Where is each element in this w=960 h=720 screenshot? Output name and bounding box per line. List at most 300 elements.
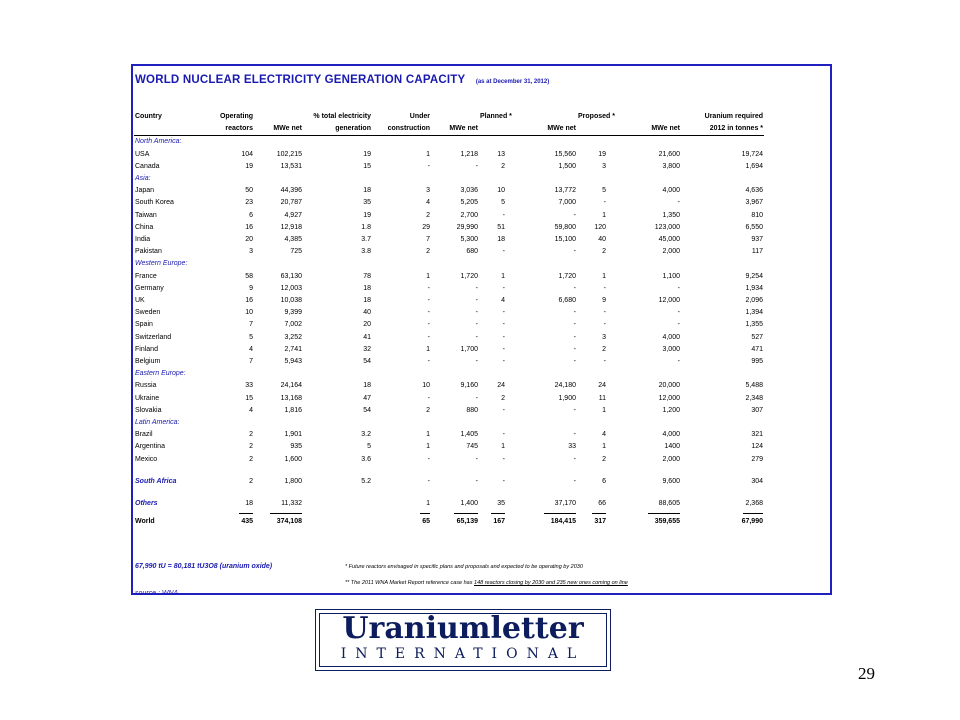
spacer-row — [134, 488, 831, 498]
row-label: USA — [135, 150, 150, 158]
cell: - — [427, 309, 430, 317]
wna-footnote-underlined: 148 reactors closing by 2030 and 235 new ones coming on line — [474, 580, 628, 586]
cell: 18 — [363, 297, 371, 305]
cell: 13,531 — [280, 162, 302, 170]
cell: 120 — [594, 223, 606, 231]
cell: 44,396 — [280, 187, 302, 195]
cell: Uranium required — [704, 113, 763, 120]
cell: 6,680 — [558, 297, 576, 305]
cell: 124 — [751, 443, 763, 451]
cell: - — [603, 358, 606, 366]
cell: - — [677, 358, 680, 366]
table-row — [134, 271, 831, 283]
cell — [607, 111, 681, 123]
cell: - — [475, 333, 478, 341]
cell: 1,720 — [558, 272, 576, 280]
cell: 3,036 — [460, 187, 478, 195]
cell: - — [573, 345, 576, 353]
row-label — [134, 123, 212, 136]
table-row — [134, 429, 831, 441]
cell: 9,254 — [745, 272, 763, 280]
cell: 10 — [245, 309, 253, 317]
cell: 6 — [249, 211, 253, 219]
cell: 3,252 — [284, 333, 302, 341]
total-rule — [743, 513, 763, 514]
cell: - — [573, 455, 576, 463]
cell: 3.6 — [361, 455, 371, 463]
cell: - — [603, 284, 606, 292]
cell: - — [475, 477, 478, 485]
cell: 5,488 — [745, 382, 763, 390]
total-rule — [648, 513, 680, 514]
cell: 5 — [602, 187, 606, 195]
wna-footnote — [345, 580, 628, 586]
cell: 2 — [602, 455, 606, 463]
cell: - — [603, 321, 606, 329]
table-row — [134, 344, 831, 356]
cell: 1 — [426, 431, 430, 439]
table-row — [134, 393, 831, 405]
table-row — [134, 222, 831, 234]
cell: 18 — [497, 236, 505, 244]
cell: 2 — [249, 443, 253, 451]
cell: 24,180 — [554, 382, 576, 390]
cell: 307 — [751, 406, 763, 414]
cell: 7,002 — [284, 321, 302, 329]
cell: 1 — [602, 211, 606, 219]
cell: 2012 in tonnes * — [681, 123, 764, 136]
region-row — [134, 136, 831, 149]
cell: - — [603, 199, 606, 207]
cell: 66 — [598, 500, 606, 508]
cell: 4 — [602, 431, 606, 439]
cell: 5.2 — [361, 477, 371, 485]
cell: 1,400 — [460, 500, 478, 508]
cell: 40 — [363, 309, 371, 317]
cell: - — [573, 248, 576, 256]
cell: 2 — [249, 431, 253, 439]
region-row — [134, 417, 831, 429]
cell: - — [475, 358, 478, 366]
cell: 20 — [245, 236, 253, 244]
cell: 20 — [363, 321, 371, 329]
table-title: WORLD NUCLEAR ELECTRICITY GENERATION CAPACITY — [135, 74, 466, 86]
cell: 24 — [598, 382, 606, 390]
cell: 745 — [466, 443, 478, 451]
cell: 41 — [363, 333, 371, 341]
header-row-1 — [134, 111, 831, 123]
cell: Planned * — [480, 113, 512, 120]
cell: 47 — [363, 394, 371, 402]
cell: 65 — [422, 518, 430, 526]
cell: 1.8 — [361, 223, 371, 231]
cell: 937 — [751, 236, 763, 244]
cell — [577, 123, 607, 136]
table-row — [134, 149, 831, 161]
cell — [254, 111, 303, 123]
cell: 359,655 — [654, 518, 680, 526]
cell: - — [427, 358, 430, 366]
cell: 6,550 — [745, 223, 763, 231]
cell: 78 — [363, 272, 371, 280]
cell: 21,600 — [658, 150, 680, 158]
cell: - — [502, 477, 505, 485]
cell: 18 — [363, 187, 371, 195]
cell: reactors — [212, 123, 254, 136]
cell: 1 — [426, 443, 430, 451]
cell: - — [573, 358, 576, 366]
table-row — [134, 332, 831, 344]
capacity-table-panel — [131, 64, 832, 595]
cell: MWe net — [607, 123, 681, 136]
total-rule — [592, 513, 606, 514]
cell: 279 — [751, 455, 763, 463]
cell: 35 — [497, 500, 505, 508]
cell: 2 — [602, 248, 606, 256]
cell: 20,787 — [280, 199, 302, 207]
row-label: Belgium — [135, 358, 161, 366]
cell: 3 — [426, 187, 430, 195]
cell: Proposed * — [578, 113, 615, 120]
cell: - — [502, 321, 505, 329]
cell: 1,405 — [460, 431, 478, 439]
cell: 7 — [249, 321, 253, 329]
row-label: Argentina — [135, 443, 165, 451]
cell: 1,200 — [662, 406, 680, 414]
cell: 5,943 — [284, 358, 302, 366]
cell: 1,694 — [745, 162, 763, 170]
table-row — [134, 185, 831, 197]
cell: 4,000 — [662, 431, 680, 439]
cell: 9,399 — [284, 309, 302, 317]
cell: 13,772 — [554, 187, 576, 195]
cell: 304 — [751, 477, 763, 485]
cell: - — [502, 406, 505, 414]
table-row — [134, 210, 831, 222]
row-label: Slovakia — [135, 406, 162, 414]
spacer-row — [134, 466, 831, 476]
cell: 880 — [466, 406, 478, 414]
row-label: South Africa — [135, 477, 177, 485]
row-label: Taiwan — [135, 211, 157, 219]
cell: - — [427, 333, 430, 341]
cell: 63,130 — [280, 272, 302, 280]
table-row — [134, 498, 831, 510]
cell: 10 — [422, 382, 430, 390]
cell: 2,000 — [662, 455, 680, 463]
planned-footnote: * Future reactors envisaged in specific plans and proposals and expected to be operating by 2030 — [345, 564, 583, 570]
cell: Under — [409, 113, 430, 120]
row-label: Brazil — [135, 431, 153, 439]
cell: 12,003 — [280, 284, 302, 292]
cell: 3,000 — [662, 345, 680, 353]
cell: - — [427, 284, 430, 292]
cell: 12,000 — [658, 297, 680, 305]
cell: 3.7 — [361, 236, 371, 244]
cell: 102,215 — [276, 150, 302, 158]
capacity-table — [134, 111, 831, 529]
cell: - — [573, 211, 576, 219]
cell: 1 — [501, 443, 505, 451]
cell: 6 — [602, 477, 606, 485]
cell: 12,000 — [658, 394, 680, 402]
cell: 2,741 — [284, 345, 302, 353]
region-label: Eastern Europe: — [135, 370, 186, 378]
table-row — [134, 307, 831, 319]
cell: 1,218 — [460, 150, 478, 158]
cell: 2 — [249, 477, 253, 485]
region-label: Latin America: — [135, 419, 180, 427]
row-label: China — [135, 223, 154, 231]
cell: 1,720 — [460, 272, 478, 280]
region-label: Asia: — [135, 175, 151, 183]
cell: 24,164 — [280, 382, 302, 390]
cell: Operating — [219, 113, 253, 120]
table-row — [134, 197, 831, 209]
table-row — [134, 234, 831, 246]
cell: 1,350 — [662, 211, 680, 219]
table-row — [134, 476, 831, 488]
cell: 1 — [426, 500, 430, 508]
cell: 37,170 — [554, 500, 576, 508]
cell: 33 — [245, 382, 253, 390]
cell: 4 — [249, 345, 253, 353]
cell: 19 — [363, 150, 371, 158]
cell: 184,415 — [550, 518, 576, 526]
cell: 67,990 — [741, 518, 763, 526]
spacer-cell — [134, 466, 764, 476]
cell: 35 — [363, 199, 371, 207]
table-row — [134, 380, 831, 392]
cell: 13 — [497, 150, 505, 158]
uraniumletter-logo — [315, 609, 611, 671]
cell: 1 — [602, 406, 606, 414]
cell: - — [475, 162, 478, 170]
cell: 1,394 — [745, 309, 763, 317]
cell: 32 — [363, 345, 371, 353]
cell: 4,636 — [745, 187, 763, 195]
cell: - — [603, 309, 606, 317]
total-rule — [239, 513, 253, 514]
cell: - — [427, 455, 430, 463]
cell: 10 — [497, 187, 505, 195]
cell: 19,724 — [741, 150, 763, 158]
cell: - — [677, 199, 680, 207]
row-label: Finland — [135, 345, 158, 353]
cell: - — [502, 431, 505, 439]
cell: 4 — [426, 199, 430, 207]
cell: - — [677, 309, 680, 317]
cell: 2 — [426, 248, 430, 256]
cell: 15,100 — [554, 236, 576, 244]
row-label: Ukraine — [135, 394, 160, 402]
cell: - — [475, 309, 478, 317]
cell: - — [573, 321, 576, 329]
cell: - — [475, 284, 478, 292]
cell: 471 — [751, 345, 763, 353]
logo-subtitle: INTERNATIONAL — [340, 646, 586, 662]
total-row — [134, 516, 831, 528]
cell: 33 — [568, 443, 576, 451]
row-label: Mexico — [135, 455, 158, 463]
uranium-conversion-note: 67,990 tU = 80,181 tU3O8 (uranium oxide) — [135, 563, 273, 570]
page-number: 29 — [858, 664, 875, 683]
cell: 20,000 — [658, 382, 680, 390]
cell: 1,700 — [460, 345, 478, 353]
cell: 4,000 — [662, 187, 680, 195]
cell: 58 — [245, 272, 253, 280]
cell — [479, 123, 506, 136]
row-label: Switzerland — [135, 333, 172, 341]
cell: 16 — [245, 223, 253, 231]
row-label: World — [135, 518, 155, 526]
cell: 15,560 — [554, 150, 576, 158]
cell: 5 — [249, 333, 253, 341]
table-subtitle: (as at December 31, 2012) — [475, 79, 550, 85]
cell: 19 — [245, 162, 253, 170]
cell: 15 — [245, 394, 253, 402]
cell: 1,901 — [284, 431, 302, 439]
logo-wordmark: Uraniumletter — [342, 611, 584, 646]
table-row — [134, 161, 831, 173]
region-row — [134, 258, 831, 270]
cell: 1 — [602, 443, 606, 451]
cell: 19 — [598, 150, 606, 158]
cell: 3 — [602, 333, 606, 341]
cell: 7 — [249, 358, 253, 366]
cell: 9 — [602, 297, 606, 305]
cell: 45,000 — [658, 236, 680, 244]
cell: 10,038 — [280, 297, 302, 305]
cell: - — [677, 321, 680, 329]
cell: generation — [303, 123, 372, 136]
cell: - — [573, 284, 576, 292]
table-row — [134, 454, 831, 466]
cell: 19 — [363, 211, 371, 219]
cell: 2,096 — [745, 297, 763, 305]
total-rule — [420, 513, 430, 514]
cell: - — [427, 321, 430, 329]
cell: 3,967 — [745, 199, 763, 207]
cell: 40 — [598, 236, 606, 244]
cell: 3 — [249, 248, 253, 256]
cell: 51 — [497, 223, 505, 231]
cell: 2 — [501, 162, 505, 170]
row-label: Spain — [135, 321, 153, 329]
cell: 50 — [245, 187, 253, 195]
total-rule — [454, 513, 478, 514]
cell: 810 — [751, 211, 763, 219]
cell: - — [427, 394, 430, 402]
cell: 1,900 — [558, 394, 576, 402]
cell: - — [475, 321, 478, 329]
cell: 13,168 — [280, 394, 302, 402]
cell: - — [475, 455, 478, 463]
cell: - — [573, 309, 576, 317]
cell: construction — [372, 123, 431, 136]
cell: 1 — [501, 272, 505, 280]
cell: 1,600 — [284, 455, 302, 463]
cell: 18 — [245, 500, 253, 508]
region-row — [134, 173, 831, 185]
table-row — [134, 405, 831, 417]
cell: 23 — [245, 199, 253, 207]
cell: 16 — [245, 297, 253, 305]
region-row — [134, 368, 831, 380]
row-label: Germany — [135, 284, 164, 292]
row-label: France — [135, 272, 157, 280]
cell: MWe net — [254, 123, 303, 136]
row-label: UK — [135, 297, 145, 305]
cell: 3.2 — [361, 431, 371, 439]
cell: - — [475, 394, 478, 402]
cell: 117 — [751, 248, 763, 256]
cell: 59,800 — [554, 223, 576, 231]
cell: 65,139 — [456, 518, 478, 526]
cell: 995 — [751, 358, 763, 366]
table-row — [134, 246, 831, 258]
cell: 2,000 — [662, 248, 680, 256]
row-label: Russia — [135, 382, 157, 390]
cell: 2,368 — [745, 500, 763, 508]
cell: - — [427, 162, 430, 170]
spacer-cell — [134, 488, 764, 498]
cell: - — [573, 406, 576, 414]
cell: 12,918 — [280, 223, 302, 231]
cell: 935 — [290, 443, 302, 451]
cell: - — [502, 358, 505, 366]
cell: 123,000 — [654, 223, 680, 231]
cell: 54 — [363, 358, 371, 366]
cell — [303, 498, 372, 510]
cell: 18 — [363, 284, 371, 292]
cell: 317 — [594, 518, 606, 526]
cell: - — [502, 455, 505, 463]
cell: 18 — [363, 382, 371, 390]
row-label: Canada — [135, 162, 160, 170]
cell: 7 — [426, 236, 430, 244]
cell: - — [573, 477, 576, 485]
cell: 2,348 — [745, 394, 763, 402]
cell — [303, 516, 372, 528]
table-row — [134, 441, 831, 453]
cell: 9 — [249, 284, 253, 292]
cell: - — [573, 431, 576, 439]
cell: 11 — [598, 394, 606, 402]
cell: 3,800 — [662, 162, 680, 170]
cell: 7,000 — [558, 199, 576, 207]
table-row — [134, 295, 831, 307]
total-rule — [544, 513, 576, 514]
cell: - — [502, 248, 505, 256]
cell: 24 — [497, 382, 505, 390]
cell: 4 — [501, 297, 505, 305]
cell: - — [475, 297, 478, 305]
cell: 29 — [422, 223, 430, 231]
cell: 2 — [602, 345, 606, 353]
cell: 29,990 — [456, 223, 478, 231]
cell: 1400 — [664, 443, 680, 451]
cell: 4,000 — [662, 333, 680, 341]
cell: 4,927 — [284, 211, 302, 219]
cell: - — [502, 309, 505, 317]
cell: 1 — [602, 272, 606, 280]
cell: 1,934 — [745, 284, 763, 292]
cell: 2,700 — [460, 211, 478, 219]
cell: 1 — [426, 150, 430, 158]
cell: 4,385 — [284, 236, 302, 244]
row-label: India — [135, 236, 151, 244]
